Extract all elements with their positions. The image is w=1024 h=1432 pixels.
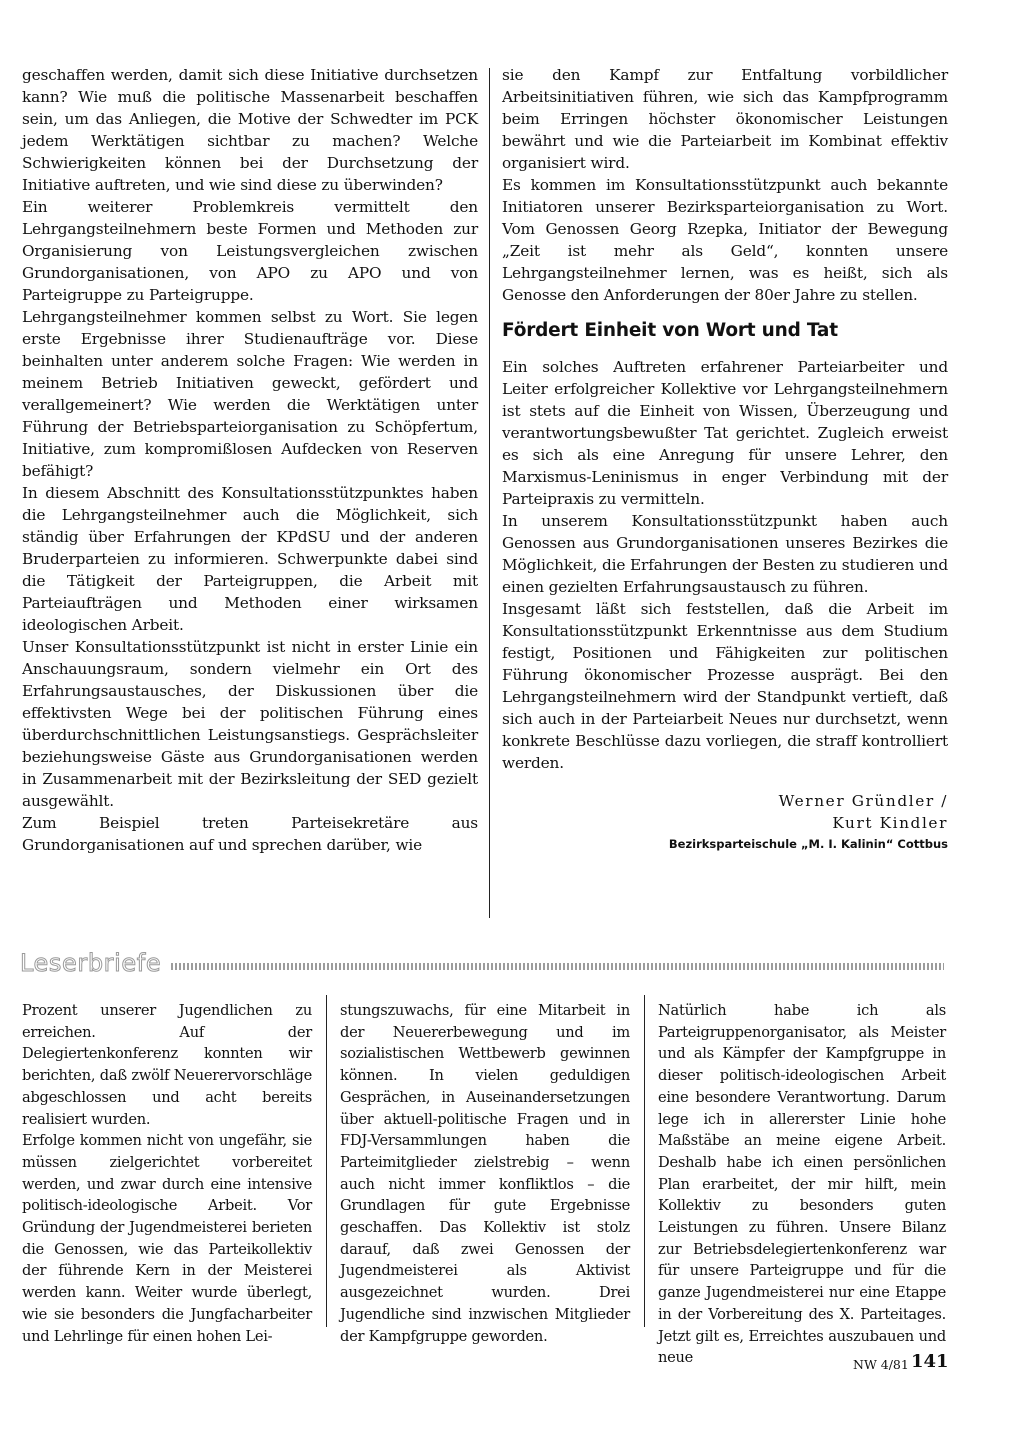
article-paragraph: sie den Kampf zur Entfaltung vorbildlicher Arbeitsinitiativen führen, wie sich das Kampfprogramm beim Erringen höchster ökonomischer Leistungen bewährt und wie die Parteiarbeit im Kombinat effektiv organisiert wird. xyxy=(502,66,948,172)
letters-column-3 xyxy=(658,1000,946,1369)
article-paragraph: Ein solches Auftreten erfahrener Parteiarbeiter und Leiter erfolgreicher Kollektive vor Lehrgangsteilnehmern ist stets auf die Einheit von Wissen, Überzeugung und verantwortungsbewußter Tat gerichtet. Zugleich erweist es sich als eine Anregung für unsere Lehrer, den Marxismus-Leninismus in enger Verbindung mit der Parteipraxis zu vermitteln. xyxy=(502,358,948,508)
article-paragraph: Lehrgangsteilnehmer kommen selbst zu Wort. Sie legen erste Ergebnisse ihrer Studienaufträge vor. Diese beinhalten unter anderem solche Fragen: Wie werden in meinem Betrieb Initiativen geweckt, gefördert und verallgemeinert? Wie werden die Werktätigen unter Führung der Betriebsparteiorganisation zu Schöpfertum, Initiative, zum kompromißlosen Aufdecken von Reserven befähigt? xyxy=(22,308,478,480)
article-paragraph: In diesem Abschnitt des Konsultationsstützpunktes haben die Lehrgangsteilnehmer auch die Möglichkeit, sich ständig über Erfahrungen der KPdSU und der anderen Bruderparteien zu informieren. Schwerpunkte dabei sind die Tätigkeit der Parteigruppen, die Arbeit mit Parteiaufträgen und Methoden einer wirksamen ideologischen Arbeit. xyxy=(22,484,478,634)
letter-paragraph: Prozent unserer Jugendlichen zu erreichen. Auf der Delegiertenkonferenz konnten wir berichten, daß zwölf Neuerervorschläge abgeschlossen und acht bereits realisiert wurden. xyxy=(22,1002,312,1128)
section-header xyxy=(20,943,944,983)
letter-paragraph: Erfolge kommen nicht von ungefähr, sie müssen zielgerichtet vorbereitet werden, und zwar durch eine intensive politisch-ideologische Arbeit. Vor Gründung der Jugendmeisterei berieten die Genossen, wie das Parteikollektiv der führende Kern in der Meisterei werden kann. Weiter wurde überlegt, wie sie besonders die Jungfacharbeiter und Lehrlinge für einen hohen Lei- xyxy=(22,1132,312,1345)
column-divider xyxy=(326,995,327,1327)
author-name: Werner Gründler / xyxy=(778,792,948,810)
issue-label: NW 4/81 xyxy=(853,1357,909,1372)
author-name: Kurt Kindler xyxy=(832,814,948,832)
letters-column-1 xyxy=(22,1000,312,1347)
column-divider xyxy=(644,995,645,1327)
article-paragraph: geschaffen werden, damit sich diese Initiative durchsetzen kann? Wie muß die politische Massenarbeit beschaffen sein, um das Anliegen, die Motive der Schwedter im PCK jedem Werktätigen sichtbar zu machen? Welche Schwierigkeiten können bei der Durchsetzung der Initiative auftreten, und wie sind diese zu überwinden? xyxy=(22,66,478,194)
article-paragraph: Insgesamt läßt sich feststellen, daß die Arbeit im Konsultationsstützpunkt Erkenntnisse aus dem Studium festigt, Positionen und Fähigkeiten zur politischen Führung ökonomischer Prozesse ausprägt. Bei den Lehrgangsteilnehmern wird der Standpunkt vertieft, daß sich auch in der Parteiarbeit Neues nur durchsetzt, wenn konkrete Beschlüsse dazu vorliegen, die straff kontrolliert werden. xyxy=(502,600,948,772)
letters-column-2 xyxy=(340,1000,630,1347)
section-rule xyxy=(171,963,944,970)
article-paragraph: Unser Konsultationsstützpunkt ist nicht in erster Linie ein Anschauungsraum, sondern vielmehr ein Ort des Erfahrungsaustausches, der Diskussionen über die effektivsten Wege bei der politischen Führung eines überdurchschnittlichen Leistungsanstiegs. Gesprächsleiter beziehungsweise Gäste aus Grundorganisationen werden in Zusammenarbeit mit der Bezirksleitung der SED gezielt ausgewählt. xyxy=(22,638,478,810)
author-affiliation: Bezirksparteischule „M. I. Kalinin“ Cottbus xyxy=(668,837,948,851)
letter-paragraph: Natürlich habe ich als Parteigruppenorganisator, als Meister und als Kämpfer der Kampfgruppe in dieser politisch-ideologischen Arbeit eine besondere Verantwortung. Darum lege ich in allererster Linie hohe Maßstäbe an meine eigene Arbeit. Deshalb habe ich einen persönlichen Plan erarbeitet, der mir hilft, mein Kollektiv zu besonders guten Leistungen zu führen. Unsere Bilanz zur Betriebsdelegiertenkonferenz war für unsere Parteigruppe und für die ganze Jugendmeisterei nur eine Etappe in der Vorbereitung des X. Parteitages. Jetzt gilt es, Erreichtes auszubauen und neue xyxy=(658,1002,946,1367)
article-subheading: Fördert Einheit von Wort und Tat xyxy=(502,320,838,341)
article-paragraph: Ein weiterer Problemkreis vermittelt den Lehrgangsteilnehmern beste Formen und Methoden zur Organisierung von Leistungsvergleichen zwischen Grundorganisationen, von APO zu APO und von Parteigruppe zu Parteigruppe. xyxy=(22,198,478,304)
article-paragraph: Es kommen im Konsultationsstützpunkt auch bekannte Initiatoren unserer Bezirksparteiorganisation zu Wort. Vom Genossen Georg Rzepka, Initiator der Bewegung „Zeit ist mehr als Geld“, konnten unsere Lehrgangsteilnehmer lernen, was es heißt, sich als Genosse den Anforderungen der 80er Jahre zu stellen. xyxy=(502,176,948,304)
article-column-right xyxy=(502,64,948,852)
article-paragraph: In unserem Konsultationsstützpunkt haben auch Genossen aus Grundorganisationen unseres Bezirkes die Möglichkeit, die Erfahrungen der Besten zu studieren und einen gezielten Erfahrungsaustausch zu führen. xyxy=(502,512,948,596)
letter-paragraph: stungszuwachs, für eine Mitarbeit in der Neuererbewegung und im sozialistischen Wettbewerb gewinnen können. In vielen geduldigen Gesprächen, in Auseinandersetzungen über aktuell-politische Fragen und in FDJ-Versammlungen haben die Parteimitglieder zielstrebig – wenn auch nicht immer konfliktlos – die Grundlagen für gute Ergebnisse geschaffen. Das Kollektiv ist stolz darauf, daß zwei Genossen der Jugendmeisterei als Aktivist ausgezeichnet wurden. Drei Jugendliche sind inzwischen Mitglieder der Kampfgruppe geworden. xyxy=(340,1002,630,1345)
article-paragraph: Zum Beispiel treten Parteisekretäre aus Grundorganisationen auf und sprechen darüber, wie xyxy=(22,814,478,854)
page-number: 141 xyxy=(911,1351,949,1372)
column-divider xyxy=(489,68,490,918)
section-title: Leserbriefe xyxy=(20,949,162,977)
article-column-left xyxy=(22,64,478,856)
